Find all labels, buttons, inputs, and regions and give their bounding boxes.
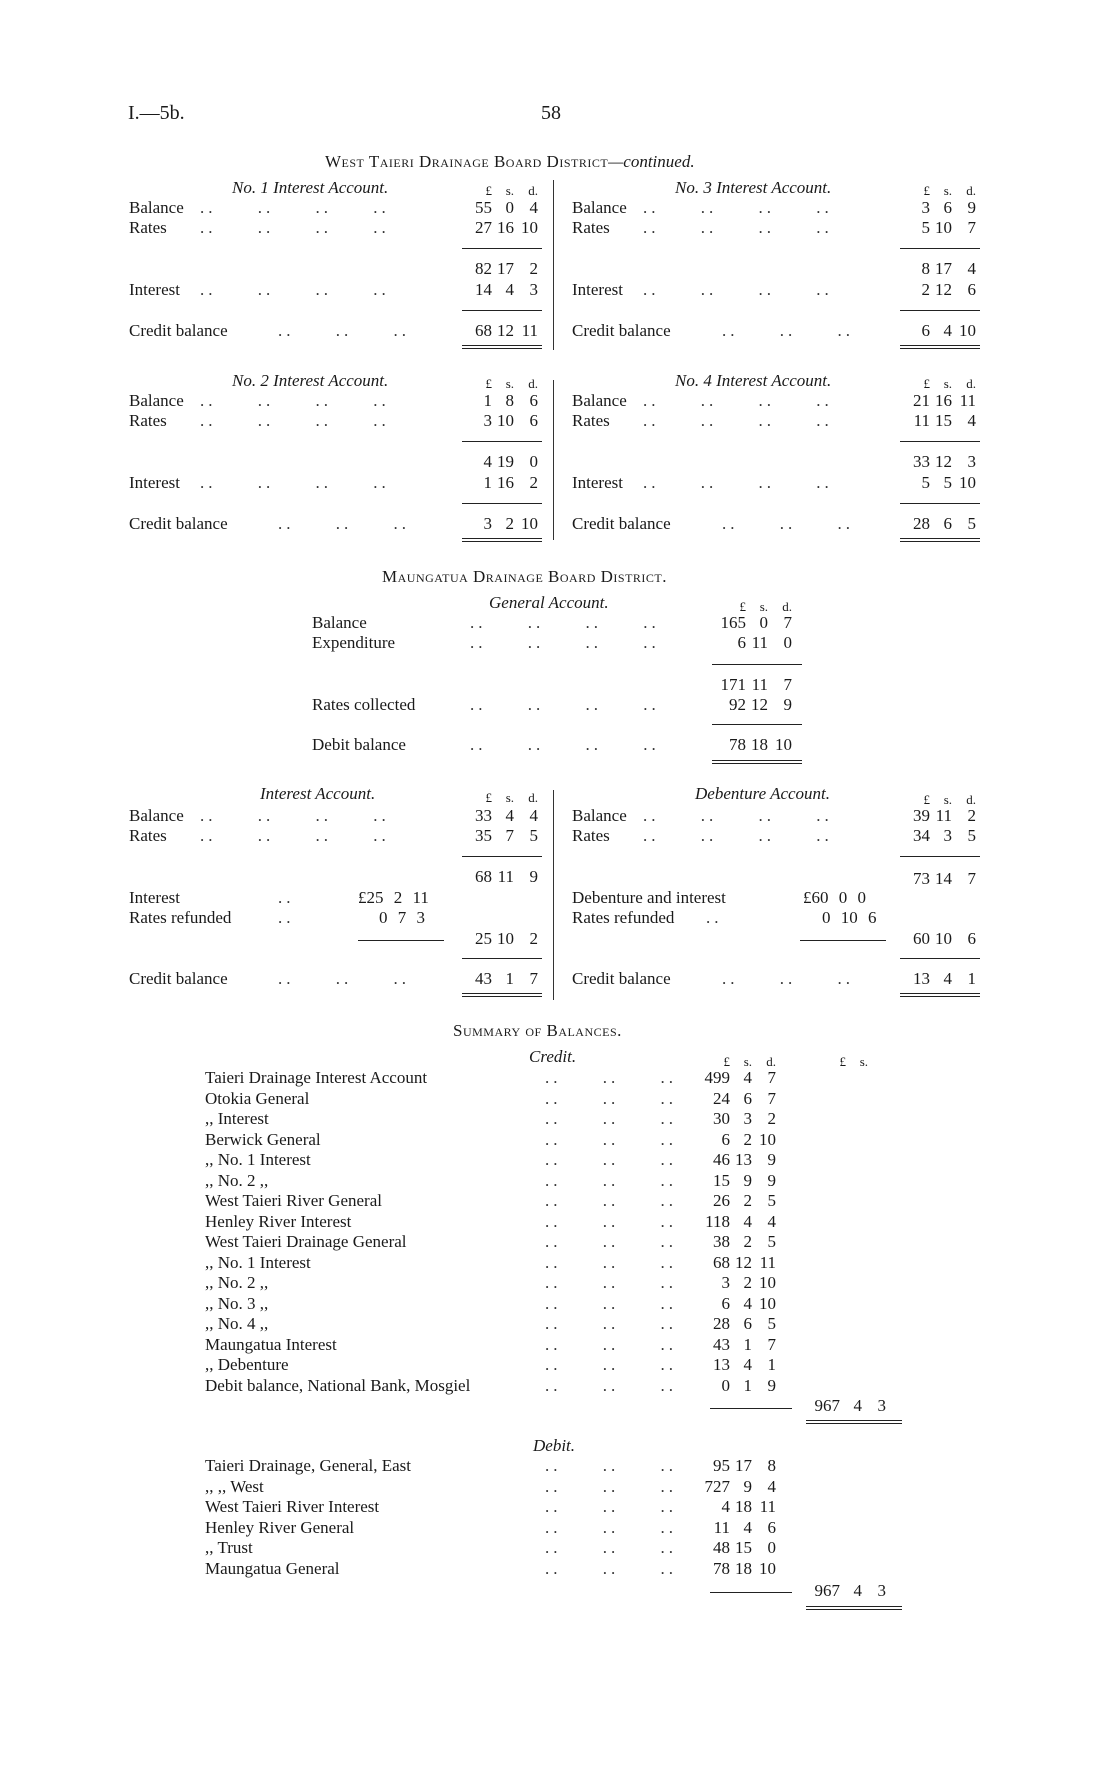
summary-row-label: ,, No. 3 ,,	[205, 1293, 269, 1313]
column-header: £ s. d.	[723, 1054, 776, 1069]
amount: 34 3 5	[913, 826, 976, 845]
inner-amount: 0 7 3	[379, 908, 425, 927]
debit-heading: Debit.	[533, 1436, 576, 1455]
amount: 1 16 2	[483, 473, 538, 492]
column-header: £ s. d.	[485, 376, 538, 391]
summary-row-amount: 95 17 8	[713, 1456, 776, 1475]
summary-row-label: Berwick General	[205, 1129, 321, 1149]
summary-row-amount: 26 2 5	[713, 1191, 776, 1210]
amount: 35 7 5	[475, 826, 538, 845]
document-reference: I.—5b.	[128, 102, 185, 124]
summary-row-label: West Taieri Drainage General	[205, 1232, 407, 1251]
row-label: Credit balance	[129, 321, 228, 340]
section-title: No. 2 Interest Account.	[232, 371, 389, 390]
summary-row-amount: 13 4 1	[713, 1355, 776, 1374]
subtotal: 68 11 9	[475, 867, 538, 886]
row-label: Credit balance	[572, 321, 671, 340]
summary-row-amount: 15 9 9	[713, 1170, 776, 1190]
deduction-total: 60 10 6	[913, 929, 976, 948]
row-label: Rates refunded	[129, 908, 232, 927]
section-title: Interest Account.	[260, 784, 376, 803]
row-label: Rates	[572, 826, 610, 845]
summary-row-label: ,, No. 1 Interest	[205, 1150, 311, 1169]
document-page: I.—5b. 58 West Taieri Drainage Board District—continued. No. 1 Interest Account. £ s. d. Balance .. .. .. .. 55 0 4 Rates .. .. .. .. 27 16 10 82 17 2 Interest .. .. .. .. 14 4 3 Credit balance .. .. .. 68 12 11 No. 3 Interest Account. £ s. d. Balance .. .. .. .. 3 6 9 Rates .. .. .. .. 5 10 7 8 17 4 Interest .. .. .. .. 2 12 6 Credit balance .. .. .. 6 4 10 No. 2 Interest Account. £ s. d. Balance .. .. .. .. 1 8 6 Rates .. .. .. .. 3 10 6 4 19 0 Interest .. .. .. .. 1 16 2 Credit balance .. .. .. 3 2 10 No. 4 Interest Account. £ s. d. Balance .. .. .. .. 21 16 11 Rates .. .. .. .. 11 15 4 33 12 3 Interest .. .. .. .. 5 5 10 Credit balance .. .. .. 28 6 5 Maungatua Drainage Board District. General Account. £ s. d. Balance .. .. .. .. 165 0 7 Expenditure .. .. .. .. 6 11 0 171 11 7 Rates collected .. .. .. .. 92 12 9 Debit balance .. .. .. .. 78 18 10 Interest Account. £ s. d. Balance .. .. .. .. 33 4 4 Rates .. .. .. .. 35 7 5 68 11 9 Interest .. £25 2 11 Rates refunded .. 0 7 3 25 10 2 Credit balance .. .. .. 43 1 7 Debenture Account. £ s. d. Balance .. .. .. .. 39 11 2 Rates .. .. .. .. 34 3 5 73 14 7 Debenture and interest £60 0 0 Rates refunded .. 0 10 6 60 10 6 Credit balance .. .. .. 13 4 1 Summary of Balances. Credit. £ s. d. £ s. Taieri Drainage Interest Account .. .. .. 499 4 7 Otokia General .. .. .. 24 6 7 ,, Interest .. .. .. 30 3 2 Berwick General .. .. .. 6 2 10 ,, No. 1 Interest .. .. .. 46 13 9 ,, No. 2 ,, .. .. .. 15 9 9 West Taieri River General .. .. .. 26 2 5 Henley River Interest .. .. .. 118 4 4 West Taieri Drainage General .. .. .. 38 2 5 ,, No. 1 Interest .. .. .. 68 12 11 ,, No. 2 ,, .. .. .. 3 2 10 ,, No. 3 ,, .. .. .. 6 4 10 ,, No. 4 ,, .. .. .. 28 6 5 Maungatua Interest .. .. .. 43 1 7 ,, Debenture .. .. .. 13 4 1 Debit balance, National Bank, Mosgiel .. .. .. 0 1 9 967 4 3 Debit. Taieri Drainage, General, East .. .. .. 95 17 8 ,, ,, West .. .. .. 727 9 4 West Taieri River Interest .. .. .. 4 18 11 Henley River General .. .. .. 11 4 6 ,, Trust .. .. .. 48 15 0 Maungatua General .. .. .. 78 18 10 967 4 3	[0, 0, 1114, 1786]
amount: 33 4 4	[475, 806, 538, 825]
summary-row-label: West Taieri River Interest	[205, 1497, 380, 1516]
credit-balance-amount: 68 12 11	[475, 321, 538, 340]
debit-balance-amount: 78 18 10	[729, 735, 792, 754]
column-divider	[553, 380, 554, 540]
column-header: £ s. d.	[739, 599, 792, 614]
summary-row-amount: 78 18 10	[713, 1558, 776, 1578]
amount: 6 11 0	[737, 633, 792, 652]
amount: 2 12 6	[921, 280, 976, 299]
summary-row-amount: 6 4 10	[721, 1293, 776, 1313]
west-taieri-title: West Taieri Drainage Board District—continued.	[325, 152, 695, 171]
amount: 3 10 6	[483, 411, 538, 430]
row-label: Interest	[129, 280, 180, 299]
row-label: Credit balance	[572, 969, 671, 988]
summary-row-label: ,, Interest	[205, 1109, 269, 1128]
credit-total: 967 4 3	[814, 1396, 886, 1415]
summary-row-label: Taieri Drainage Interest Account	[205, 1068, 428, 1087]
row-label: Credit balance	[129, 514, 228, 533]
row-label: Balance	[129, 806, 184, 825]
amount: 39 11 2	[913, 806, 976, 825]
summary-row-amount: 118 4 4	[705, 1211, 776, 1231]
deduction-total: 25 10 2	[475, 929, 538, 948]
maungatua-title: Maungatua Drainage Board District.	[382, 567, 668, 586]
amount: 165 0 7	[720, 613, 792, 632]
credit-balance-amount: 6 4 10	[921, 321, 976, 340]
row-label: Rates	[572, 411, 610, 430]
row-label: Balance	[129, 198, 184, 217]
summary-row-label: Debit balance, National Bank, Mosgiel	[205, 1375, 471, 1395]
row-label: Debit balance	[312, 735, 406, 754]
row-label: Rates	[129, 826, 167, 845]
summary-row-amount: 0 1 9	[721, 1375, 776, 1395]
summary-title: Summary of Balances.	[453, 1021, 622, 1040]
summary-row-label: ,, ,, West	[205, 1476, 264, 1496]
summary-row-amount: 68 12 11	[713, 1252, 776, 1272]
summary-row-amount: 4 18 11	[721, 1497, 776, 1516]
summary-row-amount: 727 9 4	[704, 1476, 776, 1496]
amount: 14 4 3	[475, 280, 538, 299]
page-number: 58	[541, 102, 561, 124]
summary-row-label: ,, Trust	[205, 1538, 253, 1557]
summary-row-label: ,, No. 2 ,,	[205, 1170, 269, 1190]
summary-row-amount: 24 6 7	[713, 1088, 776, 1108]
row-label: Rates collected	[312, 695, 416, 714]
subtotal: 33 12 3	[913, 452, 976, 471]
credit-balance-amount: 13 4 1	[913, 969, 976, 988]
amount: 5 10 7	[921, 218, 976, 237]
amount: 11 15 4	[913, 411, 976, 430]
row-label: Balance	[572, 391, 627, 410]
row-label: Interest	[572, 280, 623, 299]
row-label: Balance	[312, 613, 367, 632]
summary-row-label: ,, Debenture	[205, 1355, 289, 1374]
summary-row-label: Maungatua Interest	[205, 1334, 337, 1354]
summary-row-label: Taieri Drainage, General, East	[205, 1456, 412, 1475]
credit-balance-amount: 28 6 5	[913, 514, 976, 533]
amount: 1 8 6	[483, 391, 538, 410]
column-divider	[553, 790, 554, 1000]
column-header: £ s.	[839, 1054, 868, 1069]
column-header: £ s. d.	[923, 792, 976, 807]
amount: 21 16 11	[913, 391, 976, 410]
subtotal: 82 17 2	[475, 259, 538, 278]
summary-row-amount: 6 2 10	[721, 1129, 776, 1149]
row-label: Interest	[129, 473, 180, 492]
inner-amount: £25 2 11	[358, 888, 429, 907]
inner-amount: 0 10 6	[822, 908, 877, 927]
row-label: Rates	[129, 218, 167, 237]
credit-balance-amount: 3 2 10	[483, 514, 538, 533]
amount: 55 0 4	[475, 198, 538, 217]
summary-row-label: ,, No. 1 Interest	[205, 1252, 311, 1272]
row-label: Credit balance	[129, 969, 228, 988]
summary-row-label: Maungatua General	[205, 1558, 340, 1578]
section-title: General Account.	[489, 593, 609, 612]
summary-row-label: ,, No. 4 ,,	[205, 1314, 269, 1333]
row-label: Rates	[129, 411, 167, 430]
inner-amount: £60 0 0	[803, 888, 866, 907]
column-header: £ s. d.	[485, 790, 538, 805]
credit-balance-amount: 43 1 7	[475, 969, 538, 988]
subtotal: 73 14 7	[913, 869, 976, 888]
summary-row-amount: 3 2 10	[721, 1273, 776, 1292]
section-title: No. 1 Interest Account.	[232, 178, 389, 197]
section-title: No. 3 Interest Account.	[675, 178, 832, 197]
subtotal: 171 11 7	[720, 675, 792, 694]
summary-row-amount: 499 4 7	[704, 1068, 776, 1087]
subtotal: 4 19 0	[483, 452, 538, 471]
row-label: Balance	[129, 391, 184, 410]
row-label: Rates refunded	[572, 908, 675, 927]
summary-row-label: Henley River Interest	[205, 1211, 352, 1231]
summary-row-label: Otokia General	[205, 1088, 310, 1108]
summary-row-amount: 43 1 7	[713, 1334, 776, 1354]
amount: 27 16 10	[475, 218, 538, 237]
summary-row-amount: 30 3 2	[713, 1109, 776, 1128]
debit-total: 967 4 3	[814, 1581, 886, 1600]
amount: 3 6 9	[921, 198, 976, 217]
row-label: Balance	[572, 198, 627, 217]
summary-row-amount: 46 13 9	[713, 1150, 776, 1169]
row-label: Credit balance	[572, 514, 671, 533]
row-label: Interest	[572, 473, 623, 492]
summary-row-label: Henley River General	[205, 1517, 355, 1537]
summary-row-amount: 11 4 6	[713, 1517, 776, 1537]
column-header: £ s. d.	[923, 183, 976, 198]
summary-row-amount: 38 2 5	[713, 1232, 776, 1251]
subtotal: 8 17 4	[921, 259, 976, 278]
row-label: Balance	[572, 806, 627, 825]
amount: 5 5 10	[921, 473, 976, 492]
summary-row-amount: 48 15 0	[713, 1538, 776, 1557]
row-label: Expenditure	[312, 633, 396, 652]
column-header: £ s. d.	[923, 376, 976, 391]
column-header: £ s. d.	[485, 183, 538, 198]
credit-heading: Credit.	[529, 1047, 577, 1066]
row-label: Rates	[572, 218, 610, 237]
row-label: Debenture and interest	[572, 888, 726, 907]
section-title: Debenture Account.	[695, 784, 831, 803]
row-label: Interest	[129, 888, 180, 907]
summary-row-amount: 28 6 5	[713, 1314, 776, 1333]
summary-row-label: ,, No. 2 ,,	[205, 1273, 269, 1292]
column-divider	[553, 180, 554, 350]
section-title: No. 4 Interest Account.	[675, 371, 832, 390]
summary-row-label: West Taieri River General	[205, 1191, 382, 1210]
amount: 92 12 9	[729, 695, 792, 714]
